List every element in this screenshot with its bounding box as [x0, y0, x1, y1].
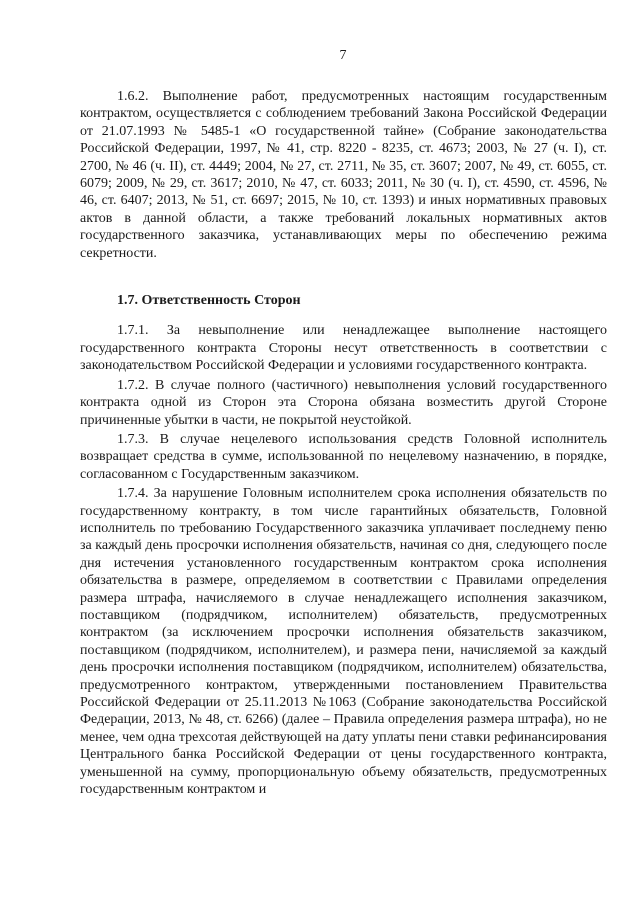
paragraph-1-7-4: 1.7.4. За нарушение Головным исполнителем срока исполнения обязательств по государственному контракту, в том числе гарантийных обязательств, Головной исполнитель по требованию Государственного заказчика уплачивает последнему пеню за каждый день просрочки исполнения обязательств, начиная со дня, следующего после дня истечения установленного государственным контрактом срока исполнения обязательства в размере, определяемом в соответствии с Правилами определения размера штрафа, начисляемого в случае ненадлежащего исполнения заказчиком, поставщиком (подрядчиком, исполнителем) обязательств, предусмотренных контрактом (за исключением просрочки исполнения обязательств заказчиком, поставщиком (подрядчиком, исполнителем), и размера пени, начисляемой за каждый день просрочки исполнения поставщиком (подрядчиком, исполнителем) обязательства, предусмотренного контрактом, утвержденными постановлением Правительства Российской Федерации от 25.11.2013 №1063 (Собрание законодательства Российской Федерации, 2013, № 48, ст. 6266) (далее – Правила определения размера штрафа), но не менее, чем одна трехсотая действующей на дату уплаты пени ставки рефинансирования Центрального банка Российской Федерации от цены государственного контракта, уменьшенной на сумму, пропорциональную объему обязательств, предусмотренных государственным контрактом и	[80, 486, 607, 798]
paragraph-1-7-2: 1.7.2. В случае полного (частичного) невыполнения условий государственного контракта одной из Сторон эта Сторона обязана возместить другой Стороне причиненные убытки в части, не покрытой неустойкой.	[80, 377, 607, 428]
paragraph-1-6-2: 1.6.2. Выполнение работ, предусмотренных настоящим государственным контрактом, осуществляется с соблюдением требований Закона Российской Федерации от 21.07.1993 № 5485-1 «О государственной тайне» (Собрание законодательства Российской Федерации, 1997, № 41, стр. 8220 - 8235, ст. 4673; 2003, № 27 (ч. I), ст. 2700, № 46 (ч. II), ст. 4449; 2004, № 27, ст. 2711, № 35, ст. 3607; 2007, № 49, ст. 6055, ст. 6079; 2009, № 29, ст. 3617; 2010, № 47, ст. 6033; 2011, № 30 (ч. I), ст. 4590, ст. 4596, № 46, ст. 6407; 2013, № 51, ст. 6697; 2015, № 10, ст. 1393) и иных нормативных правовых актов в данной области, а также требований локальных нормативных актов государственного заказчика, устанавливающих меры по обеспечению режима секретности.	[80, 89, 607, 261]
paragraph-1-7-1: 1.7.1. За невыполнение или ненадлежащее выполнение настоящего государственного контракта Стороны несут ответственность в соответствии с законодательством Российской Федерации и условиями государственного контракта.	[80, 323, 607, 374]
page-number: 7	[339, 48, 347, 63]
paragraph-1-7-3: 1.7.3. В случае нецелевого использования средств Головной исполнитель возвращает средства в сумме, использованной по нецелевому назначению, в порядке, согласованном с Государственным заказчиком.	[80, 431, 607, 482]
document-body	[80, 88, 607, 798]
section-heading-1-7: 1.7. Ответственность Сторон	[117, 293, 301, 309]
